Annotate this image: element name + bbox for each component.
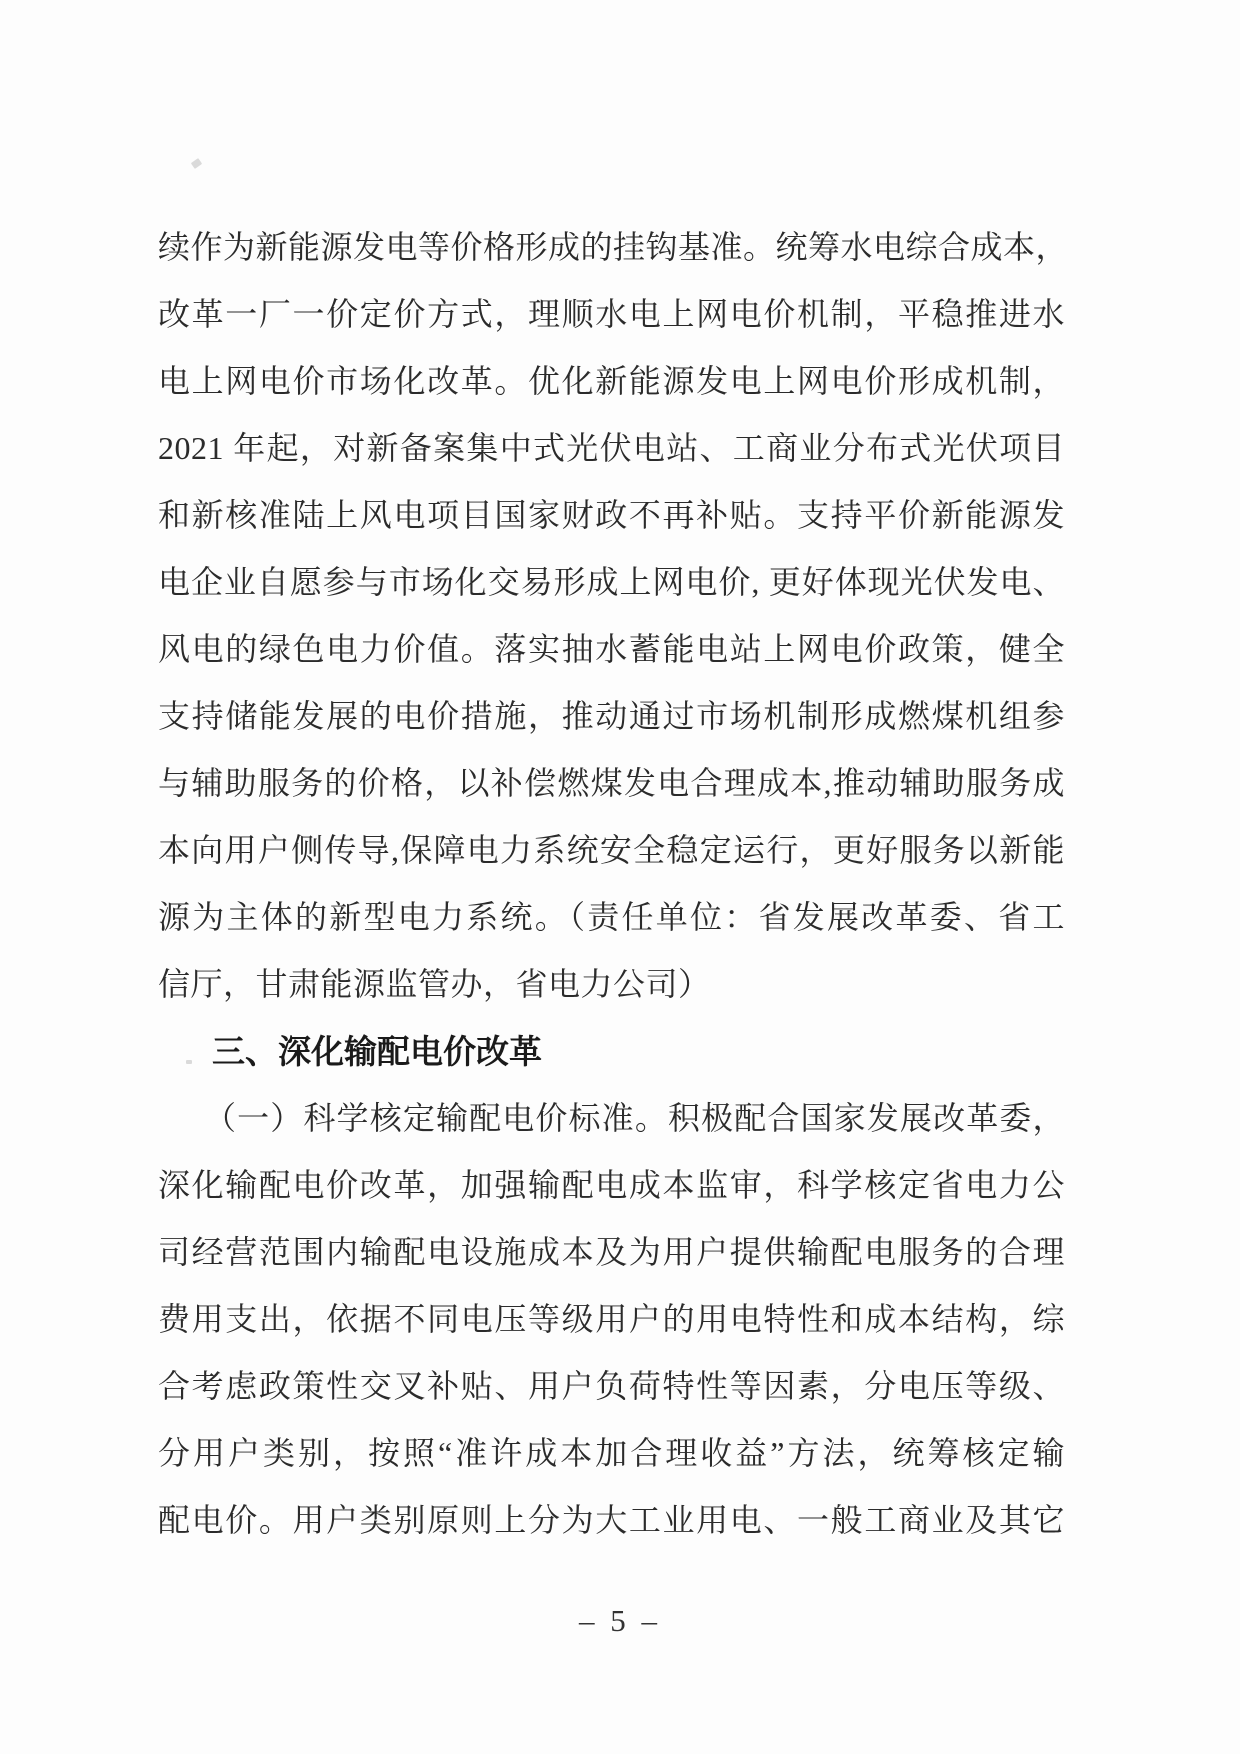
body-line: 电上网电价市场化改革。优化新能源发电上网电价形成机制， [158, 363, 1065, 399]
body-line: 电企业自愿参与市场化交易形成上网电价, 更好体现光伏发电、 [158, 564, 1065, 600]
body-line: 与辅助服务的价格，以补偿燃煤发电合理成本,推动辅助服务成 [158, 765, 1065, 801]
body-line: 风电的绿色电力价值。落实抽水蓄能电站上网电价政策，健全 [158, 631, 1065, 667]
section-heading: 三、深化输配电价改革 [212, 1032, 542, 1071]
body-line: 合考虑政策性交叉补贴、用户负荷特性等因素，分电压等级、 [158, 1368, 1065, 1404]
body-line: 源为主体的新型电力系统。（责任单位：省发展改革委、省工 [158, 899, 1065, 935]
body-line: 深化输配电价改革，加强输配电成本监审，科学核定省电力公 [158, 1167, 1065, 1203]
body-line: 支持储能发展的电价措施，推动通过市场机制形成燃煤机组参 [158, 698, 1065, 734]
scan-artifact [191, 158, 202, 169]
body-line: 配电价。用户类别原则上分为大工业用电、一般工商业及其它 [158, 1502, 1065, 1538]
body-line: 续作为新能源发电等价格形成的挂钩基准。统筹水电综合成本， [158, 229, 1069, 265]
body-line: 改革一厂一价定价方式，理顺水电上网电价机制，平稳推进水 [158, 296, 1065, 332]
body-line: 2021 年起，对新备案集中式光伏电站、工商业分布式光伏项目 [158, 430, 1065, 466]
body-line: 分用户类别，按照“准许成本加合理收益”方法，统筹核定输 [158, 1435, 1065, 1471]
body-line: 司经营范围内输配电设施成本及为用户提供输配电服务的合理 [158, 1234, 1065, 1270]
body-line: （一）科学核定输配电价标准。积极配合国家发展改革委， [204, 1100, 1065, 1136]
body-line: 信厅，甘肃能源监管办，省电力公司） [158, 966, 711, 1002]
document-body [158, 214, 1069, 1554]
body-line: 本向用户侧传导,保障电力系统安全稳定运行，更好服务以新能 [158, 832, 1065, 868]
page-number: – 5 – [579, 1603, 661, 1638]
body-line: 和新核准陆上风电项目国家财政不再补贴。支持平价新能源发 [158, 497, 1065, 533]
body-line: 费用支出，依据不同电压等级用户的用电特性和成本结构，综 [158, 1301, 1065, 1337]
